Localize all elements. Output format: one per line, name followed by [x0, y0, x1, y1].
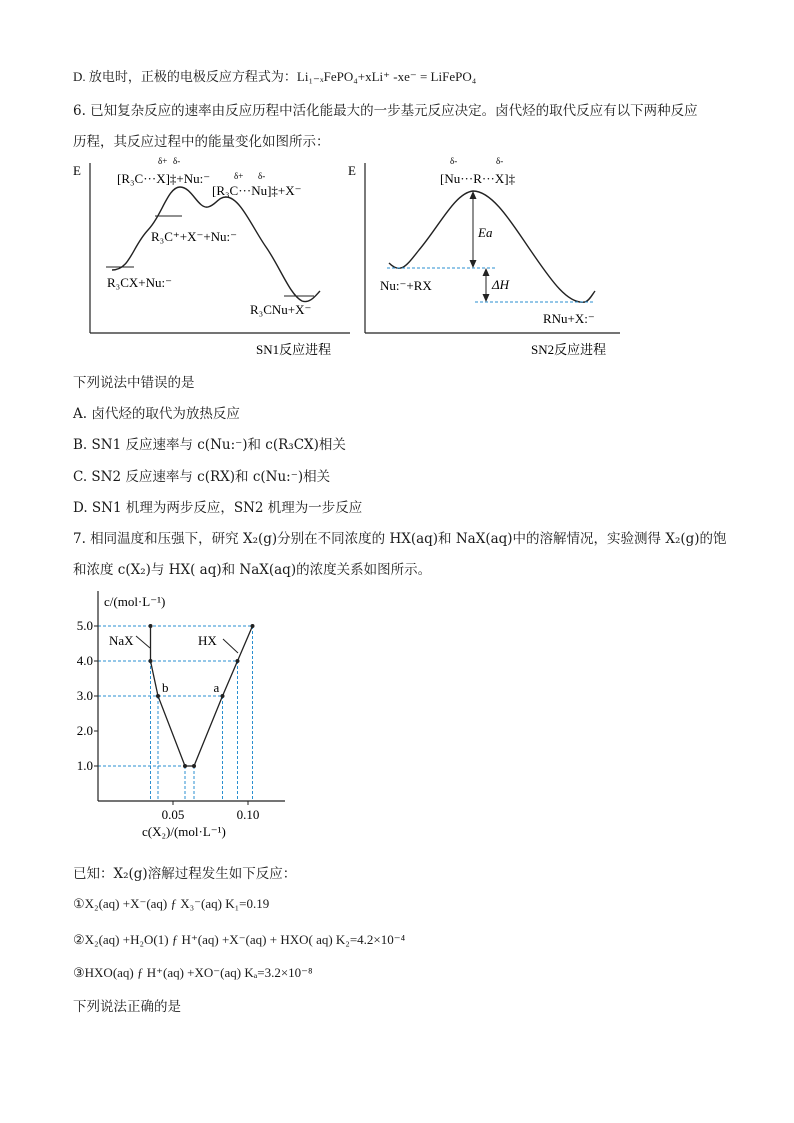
data-point-hx: [236, 659, 240, 663]
q6-option-b: B. SN1 反应速率与 c(Nu:⁻)和 c(R₃CX)相关: [73, 437, 346, 453]
series-label-nax: NaX: [109, 633, 134, 648]
naX-leader-line: [136, 636, 150, 648]
point-label-a: a: [213, 680, 220, 695]
y-tick-label: 3.0: [76, 688, 93, 703]
q7-prompt: 下列说法正确的是: [73, 999, 181, 1015]
q6-option-d: D. SN1 机理为两步反应，SN2 机理为一步反应: [73, 500, 363, 516]
data-point-nax: [183, 764, 187, 768]
sn2-ts-label: [Nu···R···X]‡: [440, 171, 516, 186]
q6-option-c: C. SN2 反应速率与 c(RX)和 c(Nu:⁻)相关: [73, 469, 331, 485]
data-point-hx: [192, 764, 196, 768]
x-axis-label: c(X₂)/(mol·L⁻¹): [142, 824, 226, 839]
series-label-hx: HX: [198, 633, 217, 648]
y-tick-label: 1.0: [76, 758, 93, 773]
sn1-axis-y: E: [73, 163, 81, 178]
sn2-dh-label: ΔH: [492, 277, 510, 292]
sn2-reactant-label: Nu:⁻+RX: [380, 278, 432, 293]
sn1-reactant-label: R₃CX+Nu:⁻: [107, 275, 172, 290]
sn1-ts2-delta-plus: δ+: [234, 171, 244, 181]
y-axis-label: c/(mol·L⁻¹): [104, 594, 166, 609]
y-tick-label: 5.0: [76, 618, 93, 633]
q6-prompt: 下列说法中错误的是: [73, 375, 195, 391]
sn1-ts2-delta-minus: δ-: [258, 171, 266, 181]
sn2-ts-delta-minus-1: δ-: [450, 156, 458, 166]
sn2-ts-delta-minus-2: δ-: [496, 156, 504, 166]
data-point-hx: [221, 694, 225, 698]
sn2-axis-y: E: [348, 163, 356, 178]
data-point-nax: [149, 659, 153, 663]
q7-solubility-chart: [76, 585, 290, 850]
option-d-prev: D. 放电时，正极的电极反应方程式为：Li₁₋ₓFePO₄+xLi⁺ -xe⁻ = LiFePO₄: [73, 69, 477, 84]
q7-reaction-2: ②X₂(aq) +H₂O(1) ƒ H⁺(aq) +X⁻(aq) + HXO( aq) K₂=4.2×10⁻⁴: [73, 932, 406, 947]
q6-stem-line1: 6. 已知复杂反应的速率由反应历程中活化能最大的一步基元反应决定。卤代烃的取代反应有以下两种反应: [73, 103, 698, 119]
q7-stem-line2: 和浓度 c(X₂)与 HX( aq)和 NaX(aq)的浓度关系如图所示。: [73, 562, 432, 578]
q6-stem-line2: 历程，其反应过程中的能量变化如图所示：: [73, 134, 330, 150]
x-tick-label: 0.10: [236, 807, 260, 822]
q6-option-a: A. 卤代烃的取代为放热反应: [73, 406, 240, 422]
q7-reaction-3: ③HXO(aq) ƒ H⁺(aq) +XO⁻(aq) Kₐ=3.2×10⁻⁸: [73, 965, 313, 980]
q7-stem-line1: 7. 相同温度和压强下，研究 X₂(g)分别在不同浓度的 HX(aq)和 NaX(aq)中的溶解情况，实验测得 X₂(g)的饱: [73, 531, 727, 547]
sn2-caption: SN2反应进程: [531, 342, 607, 357]
sn2-ea-label: Ea: [478, 225, 493, 240]
q7-known: 已知：X₂(g)溶解过程发生如下反应：: [73, 866, 297, 882]
point-label-b: b: [162, 680, 169, 695]
y-tick-label: 2.0: [76, 723, 93, 738]
x-tick-label: 0.05: [161, 807, 185, 822]
hx-leader-line: [223, 639, 238, 653]
sn1-energy-diagram: [70, 155, 360, 360]
sn2-energy-diagram: [345, 155, 635, 360]
data-point-nax: [149, 624, 153, 628]
data-point-hx: [251, 624, 255, 628]
sn1-intermediate-label: R₃C⁺+X⁻+Nu:⁻: [151, 229, 238, 244]
sn1-product-label: R₃CNu+X⁻: [250, 302, 312, 317]
sn1-ts1-delta-plus: δ+: [158, 156, 168, 166]
sn1-ts1-label: [R₃C···X]‡+Nu:⁻: [117, 171, 211, 186]
sn1-ts1-delta-minus: δ-: [173, 156, 181, 166]
data-point-nax: [156, 694, 160, 698]
sn1-ts2-label: [R₃C···Nu]‡+X⁻: [212, 183, 302, 198]
sn2-product-label: RNu+X:⁻: [543, 311, 595, 326]
sn1-caption: SN1反应进程: [256, 342, 332, 357]
y-tick-label: 4.0: [76, 653, 93, 668]
q7-reaction-1: ①X₂(aq) +X⁻(aq) ƒ X₃⁻(aq) K₁=0.19: [73, 896, 270, 911]
